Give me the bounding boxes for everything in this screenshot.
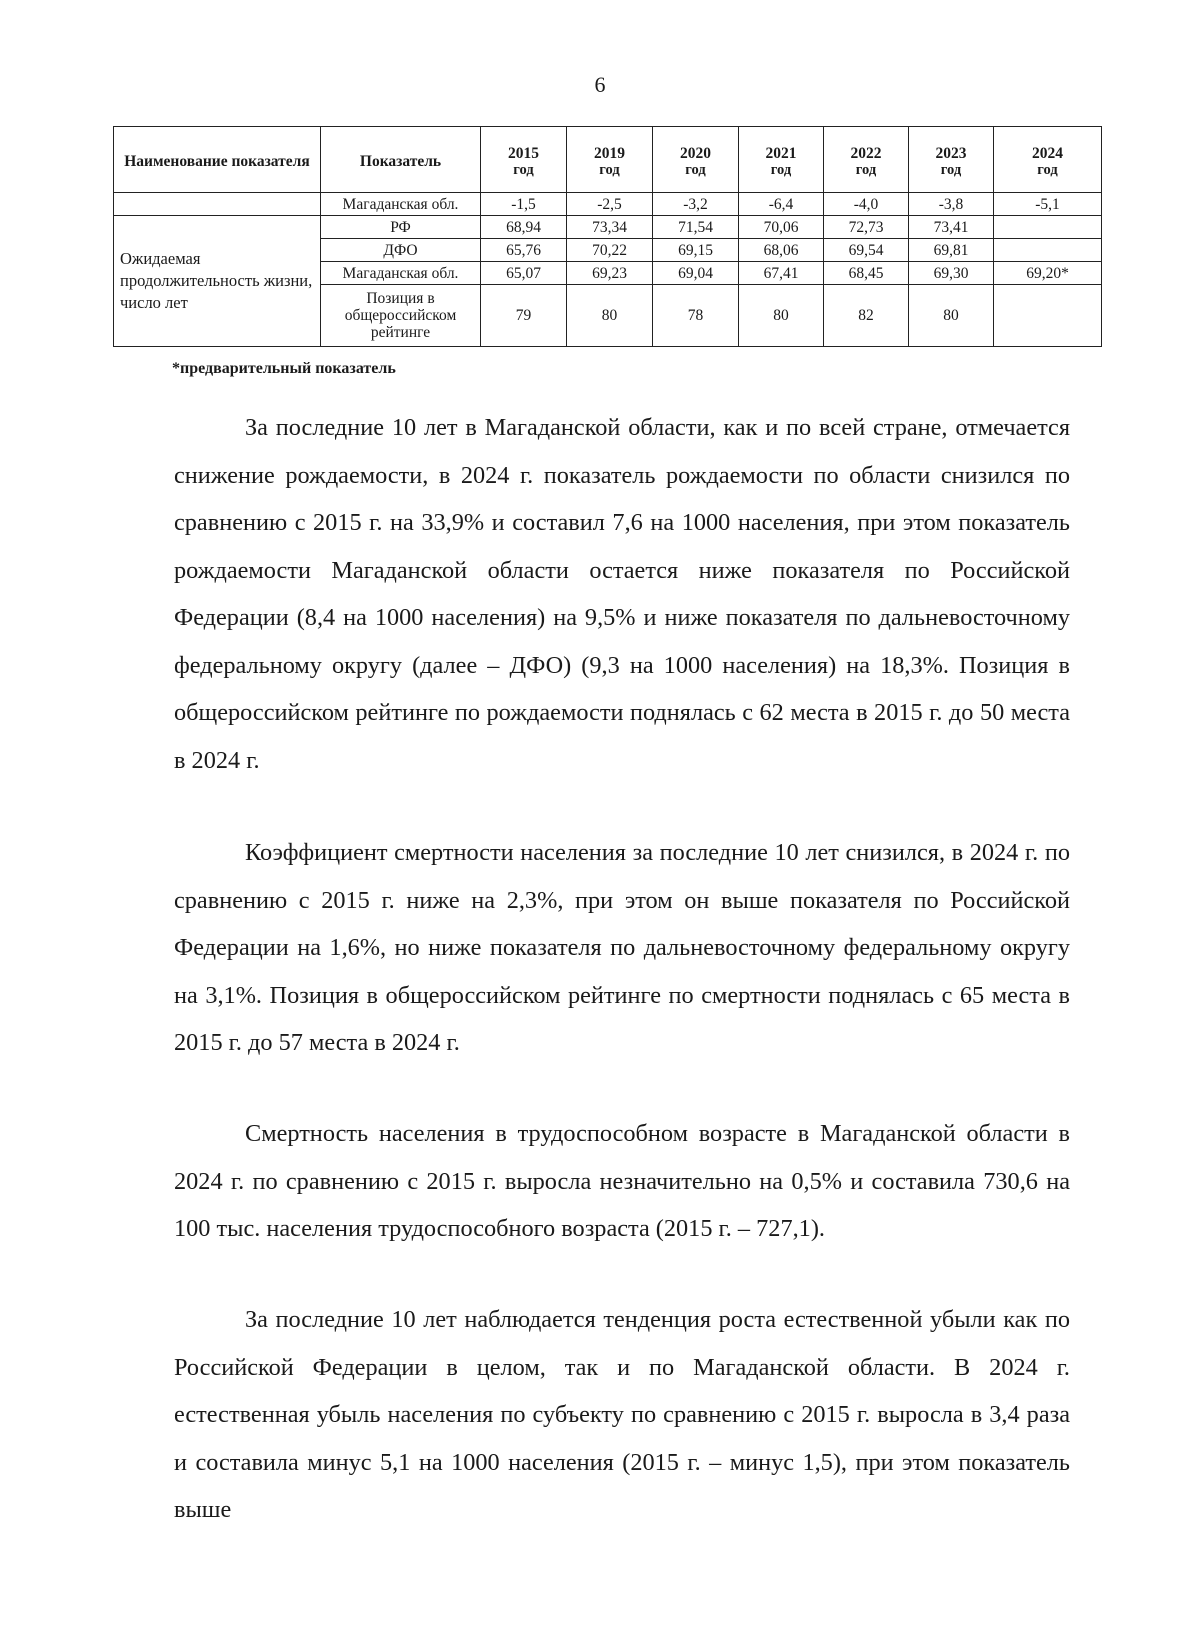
table-cell-value: -6,4	[739, 193, 824, 216]
body-paragraph: Смертность населения в трудоспособном возрасте в Магаданской области в 2024 г. по сравнению с 2015 г. выросла незначительно на 0,5% и составила 730,6 на 100 тыс. населения трудоспособного возраста (2015 г. – 727,1).	[174, 1120, 1070, 1242]
table-cell-value: 70,06	[739, 216, 824, 239]
header-year: 2022 год	[824, 127, 909, 193]
body-paragraph: За последние 10 лет наблюдается тенденция роста естественной убыли как по Российской Федерации в целом, так и по Магаданской области. В 2024 г. естественная убыль населения по субъекту по сравнению с 2015 г. выросла в 3,4 раза и составила минус 5,1 на 1000 населения (2015 г. – минус 1,5), при этом показатель выше	[174, 1306, 1070, 1523]
table-cell-value: 69,23	[567, 262, 653, 285]
body-paragraph: Коэффициент смертности населения за последние 10 лет снизился, в 2024 г. по сравнению с 2015 г. ниже на 2,3%, при этом он выше показателя по Российской Федерации на 1,6%, но ниже показателя по дальневосточному федеральному округу на 3,1%. Позиция в общероссийском рейтинге по смертности поднялась с 65 места в 2015 г. до 57 места в 2024 г.	[174, 839, 1070, 1056]
table-cell-value: 65,76	[481, 239, 567, 262]
table-cell-value: 69,15	[653, 239, 739, 262]
header-year: 2020 год	[653, 127, 739, 193]
table-cell-indicator: Магаданская обл.	[321, 262, 481, 285]
table-cell-value: -1,5	[481, 193, 567, 216]
body-paragraph: За последние 10 лет в Магаданской области, как и по всей стране, отмечается снижение рождаемости, в 2024 г. показатель рождаемости по области снизился по сравнению с 2015 г. на 33,9% и составил 7,6 на 1000 населения, при этом показатель рождаемости Магаданской области остается ниже показателя по Российской Федерации (8,4 на 1000 населения) на 9,5% и ниже показателя по дальневосточному федеральному округу (далее – ДФО) (9,3 на 1000 населения) на 18,3%. Позиция в общероссийском рейтинге по рождаемости поднялась с 62 места в 2015 г. до 50 места в 2024 г.	[174, 414, 1070, 774]
table-cell-value: 79	[481, 285, 567, 347]
table-cell-value	[994, 285, 1102, 347]
header-name: Наименование показателя	[114, 127, 321, 193]
table-cell-indicator: РФ	[321, 216, 481, 239]
table-cell-value: 71,54	[653, 216, 739, 239]
table-cell-value	[994, 216, 1102, 239]
table-cell-value: -5,1	[994, 193, 1102, 216]
table-cell-value: 82	[824, 285, 909, 347]
table-cell-indicator: Магаданская обл.	[321, 193, 481, 216]
table-cell-value: 69,81	[909, 239, 994, 262]
table-header-row	[114, 127, 1102, 193]
header-year: 2021 год	[739, 127, 824, 193]
table-row	[114, 193, 1102, 216]
table-cell-value: -4,0	[824, 193, 909, 216]
statistics-table	[113, 126, 1102, 347]
table-cell-value: -3,8	[909, 193, 994, 216]
table-cell-value: 69,30	[909, 262, 994, 285]
table-cell-value: 67,41	[739, 262, 824, 285]
table-footnote: *предварительный показатель	[172, 360, 396, 377]
header-indicator: Показатель	[321, 127, 481, 193]
table-row	[114, 216, 1102, 239]
table-cell-value: 73,41	[909, 216, 994, 239]
table-cell-value: -3,2	[653, 193, 739, 216]
table-cell-value: 73,34	[567, 216, 653, 239]
table-cell-value: 69,20*	[994, 262, 1102, 285]
table-cell-value: 72,73	[824, 216, 909, 239]
header-year: 2023 год	[909, 127, 994, 193]
header-year: 2019 год	[567, 127, 653, 193]
table-cell-group-name: Ожидаемая продолжительность жизни, число лет	[114, 216, 321, 347]
table-cell-value: 68,45	[824, 262, 909, 285]
table-cell-indicator: Позиция в общероссийском рейтинге	[321, 285, 481, 347]
header-year: 2024 год	[994, 127, 1102, 193]
table-cell-value: 65,07	[481, 262, 567, 285]
table-cell-value: 70,22	[567, 239, 653, 262]
table-cell-value	[994, 239, 1102, 262]
table-cell-value: 80	[909, 285, 994, 347]
table-cell-value: 78	[653, 285, 739, 347]
table-cell-value: -2,5	[567, 193, 653, 216]
header-year: 2015 год	[481, 127, 567, 193]
table-cell-indicator: ДФО	[321, 239, 481, 262]
table-cell-value: 68,06	[739, 239, 824, 262]
table-cell-value: 80	[567, 285, 653, 347]
page-number: 6	[594, 72, 606, 97]
table-cell-name	[114, 193, 321, 216]
table-cell-value: 69,54	[824, 239, 909, 262]
table-cell-value: 80	[739, 285, 824, 347]
table-cell-value: 68,94	[481, 216, 567, 239]
table-cell-value: 69,04	[653, 262, 739, 285]
